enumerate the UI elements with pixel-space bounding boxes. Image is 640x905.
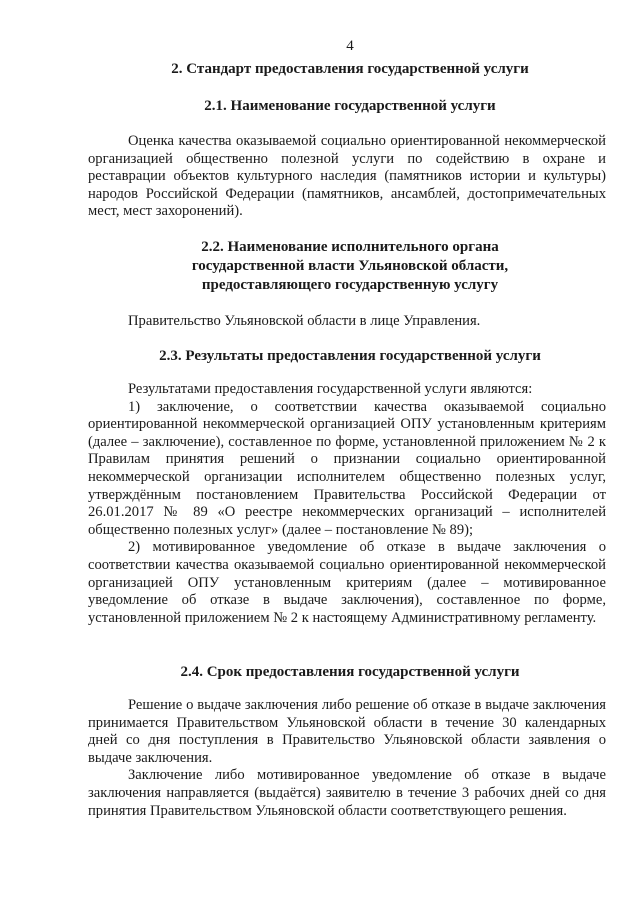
results-intro: Результатами предоставления государственной услуги являются: bbox=[128, 381, 533, 397]
results-item-2: 2) мотивированное уведомление об отказе в выдаче заключения о соответствии качества оказываемой социально ориентированной некоммерческой организацией ОПУ установленным критериям (далее – мотивированное уведомление об отказе в выдаче заключения), составленное по форме, установленной приложением № 2 к настоящему Административному регламенту. bbox=[88, 539, 606, 626]
subsection-heading-2-4: 2.4. Срок предоставления государственной услуги bbox=[180, 664, 520, 680]
subsection-heading-2-1: 2.1. Наименование государственной услуги bbox=[204, 98, 496, 114]
deadline-block bbox=[88, 697, 606, 820]
page-number: 4 bbox=[346, 38, 354, 54]
subsection-heading-2-2 bbox=[0, 238, 640, 295]
subsection-heading-2-3: 2.3. Результаты предоставления государственной услуги bbox=[159, 348, 541, 364]
heading-line: государственной власти Ульяновской области, bbox=[191, 258, 509, 274]
heading-line: 2.2. Наименование исполнительного органа bbox=[201, 239, 499, 255]
paragraph-service-name: Оценка качества оказываемой социально ориентированной некоммерческой организацией общественно полезной услуги по содействию в охране и реставрации объектов культурного наследия (памятников истории и культуры) народов Российской Федерации (памятников, ансамблей, достопримечательных мест, мест захоронений). bbox=[88, 133, 606, 220]
paragraph-executive-body: Правительство Ульяновской области в лице Управления. bbox=[128, 313, 481, 329]
heading-line: предоставляющего государственную услугу bbox=[201, 277, 499, 293]
deadline-paragraph-2: Заключение либо мотивированное уведомление об отказе в выдаче заключения направляется (выдаётся) заявителю в течение 3 рабочих дней со дня принятия Правительством Ульяновской области соответствующего решения. bbox=[88, 767, 606, 819]
deadline-paragraph-1: Решение о выдаче заключения либо решение об отказе в выдаче заключения принимается Правительством Ульяновской области в течение 30 календарных дней со дня поступления в Правительство Ульяновской области заявления о выдаче заключения. bbox=[88, 697, 606, 766]
results-item-1: 1) заключение, о соответствии качества оказываемой социально ориентированной некоммерческой организацией ОПУ установленным критериям (далее – заключение), составленное по форме, установленной приложением № 2 к Правилам принятия решений о признании социально ориентированной некоммерческой организации исполнителем общественно полезных услуг, утверждённым постановлением Правительства Российской Федерации от 26.01.2017 № 89 «О реестре некоммерческих организаций – исполнителей общественно полезных услуг» (далее – постановление № 89); bbox=[88, 398, 606, 538]
section-heading: 2. Стандарт предоставления государственной услуги bbox=[171, 61, 529, 77]
results-block bbox=[88, 381, 606, 627]
